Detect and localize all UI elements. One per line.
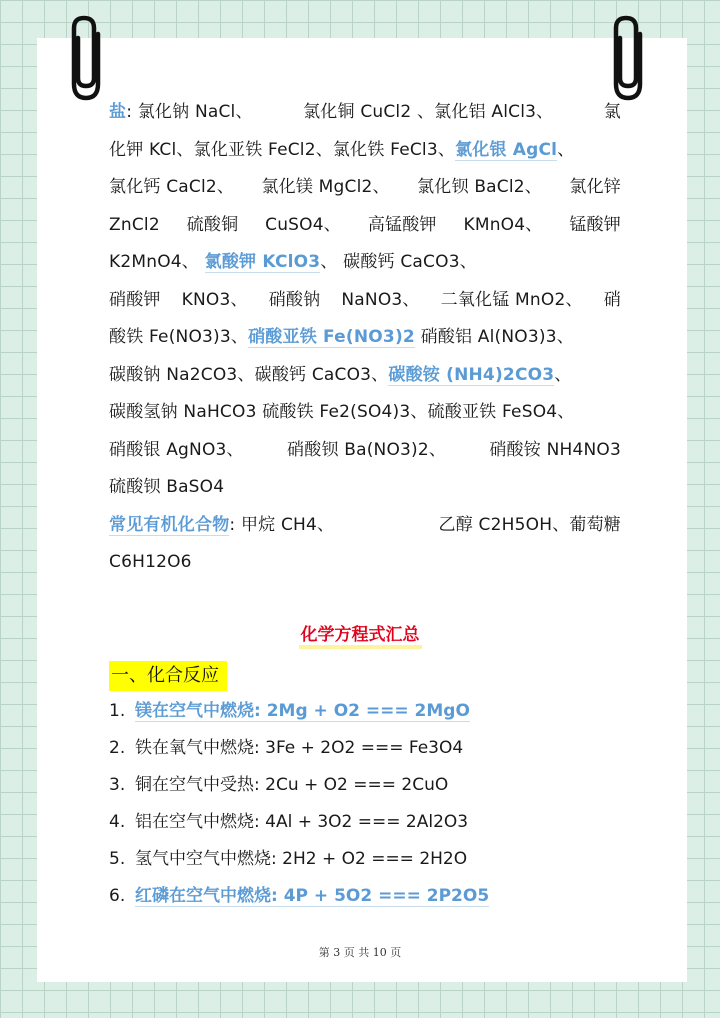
highlight-kclo3: 氯酸钾 KClO3 xyxy=(204,252,321,272)
organic-line-2: C6H12O6 xyxy=(109,552,192,572)
equation-text: 红磷在空气中燃烧: 4P + 5O2 === 2P2O5 xyxy=(135,886,490,906)
salts-line-10: 硝酸银 AgNO3、 硝酸钡 Ba(NO3)2、 硝酸铵 NH4NO3 xyxy=(109,439,621,460)
page-footer: 第 3 页 共 10 页 xyxy=(318,946,402,959)
equation-list xyxy=(109,693,629,915)
equation-text: 镁在空气中燃烧: 2Mg + O2 === 2MgO xyxy=(135,701,470,721)
salts-line-6: 硝酸钾 KNO3、 硝酸钠 NaNO3、 二氧化锰 MnO2、 硝 xyxy=(109,289,621,310)
equation-number: 4. xyxy=(109,812,126,832)
equation-item xyxy=(109,841,629,878)
equation-item xyxy=(109,767,629,804)
highlight-nh42co3: 碳酸铵 (NH4)2CO3 xyxy=(388,364,555,385)
salts-line-5: K2MnO4、 氯酸钾 KClO3、 碳酸钙 CaCO3、 xyxy=(109,252,477,272)
highlight-feno32: 硝酸亚铁 Fe(NO3)2 xyxy=(248,327,415,347)
equation-item xyxy=(109,730,629,767)
salts-line-11: 硫酸钡 BaSO4 xyxy=(109,477,225,497)
equations-title: 化学方程式汇总 xyxy=(0,620,720,645)
equation-item xyxy=(109,693,629,730)
equation-item xyxy=(109,804,629,841)
salts-section xyxy=(109,94,621,582)
equation-number: 6. xyxy=(109,886,126,906)
equation-number: 3. xyxy=(109,775,126,795)
organic-label: 常见有机化合物 xyxy=(109,514,230,535)
paperclip-icon xyxy=(68,14,112,104)
equation-text: 铁在氧气中燃烧: 3Fe + 2O2 === Fe3O4 xyxy=(135,738,464,758)
salts-line-7: 酸铁 Fe(NO3)3、硝酸亚铁 Fe(NO3)2 硝酸铝 Al(NO3)3、 xyxy=(109,327,574,347)
equation-number: 5. xyxy=(109,849,126,869)
highlight-agcl: 氯化银 AgCl xyxy=(455,139,558,160)
paperclip-icon xyxy=(610,14,654,104)
salts-label: 盐 xyxy=(109,102,127,122)
salts-line-1: 盐: 氯化钠 NaCl、 氯化铜 CuCl2 、氯化铝 AlCl3、 氯 xyxy=(109,102,621,122)
salts-line-3: 氯化钙 CaCl2、 氯化镁 MgCl2、 氯化钡 BaCl2、 氯化锌 xyxy=(109,177,621,197)
equation-text: 氢气中空气中燃烧: 2H2 + O2 === 2H2O xyxy=(135,849,468,869)
equation-text: 铝在空气中燃烧: 4Al + 3O2 === 2Al2O3 xyxy=(135,812,469,832)
equation-item xyxy=(109,878,629,915)
section-heading: 一、化合反应 xyxy=(109,661,227,691)
salts-line-4: ZnCl2 硫酸铜 CuSO4、 高锰酸钾 KMnO4、 锰酸钾 xyxy=(109,214,621,235)
salts-line-2: 化钾 KCl、氯化亚铁 FeCl2、氯化铁 FeCl3、氯化银 AgCl、 xyxy=(109,139,575,160)
equation-number: 2. xyxy=(109,738,126,758)
organic-line-1: 常见有机化合物: 甲烷 CH4、 乙醇 C2H5OH、葡萄糖 xyxy=(109,514,621,535)
salts-line-9: 碳酸氢钠 NaHCO3 硫酸铁 Fe2(SO4)3、硫酸亚铁 FeSO4、 xyxy=(109,402,575,422)
equation-text: 铜在空气中受热: 2Cu + O2 === 2CuO xyxy=(135,775,449,795)
salts-line-8: 碳酸钠 Na2CO3、碳酸钙 CaCO3、碳酸铵 (NH4)2CO3、 xyxy=(109,364,572,385)
equation-number: 1. xyxy=(109,701,126,721)
